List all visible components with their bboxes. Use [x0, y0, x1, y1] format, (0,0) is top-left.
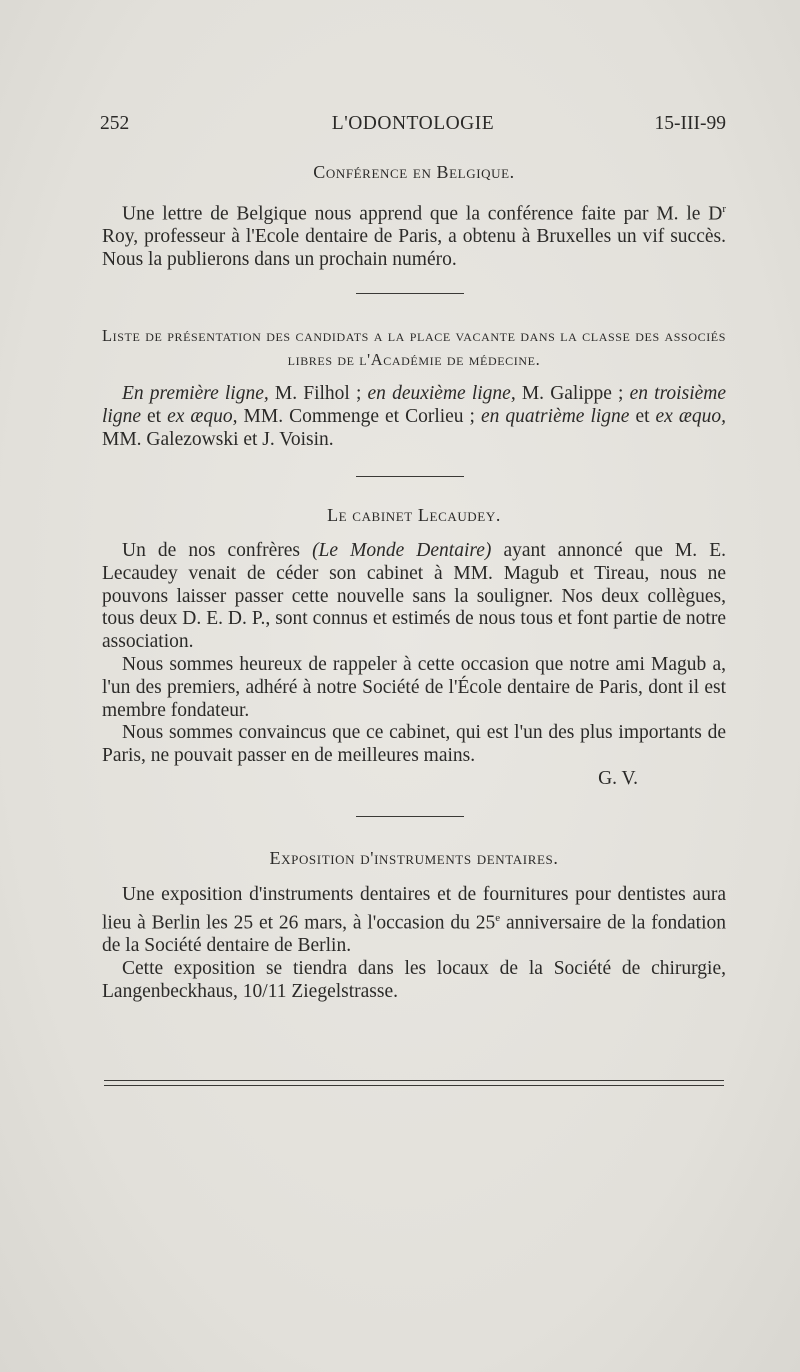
- superscript: r: [722, 203, 726, 215]
- end-double-rule-top: [104, 1080, 724, 1081]
- italic-run: En première ligne,: [122, 383, 269, 404]
- text-run: ayant annoncé que M. E. Lecaudey venait de céder son cabinet à MM. Magub et Tireau, nous ne pouvons laisser passer cette nouvelle sans la souligner. Nos deux collègues, tous deux D. E. D. P., sont connus et estimés de nous tous et font partie de notre association.: [102, 540, 726, 653]
- section-divider: [356, 293, 464, 294]
- text-run: Une lettre de Belgique nous apprend que la conférence faite par M. le D: [122, 203, 723, 225]
- section-body-exposition: [102, 884, 726, 1003]
- paragraph: Cette exposition se tiendra dans les locaux de la Société de chirurgie, Langenbeckhaus, 10/11 Ziegelstrasse.: [102, 957, 726, 1002]
- text-run: MM. Galezowski et J. Voisin.: [102, 428, 334, 450]
- italic-run: en quatrième ligne: [480, 405, 630, 427]
- paragraph: [102, 540, 726, 654]
- section-heading-academie: Liste de présentation des candidats a la place vacante dans la classe des associés libres de l'Académie de médecine.: [102, 326, 726, 369]
- running-header: [100, 113, 726, 139]
- text-run: M. Galippe ;: [515, 383, 630, 404]
- paragraph: [102, 884, 726, 958]
- superscript: e: [495, 911, 501, 924]
- section-body-lecaudey: [102, 540, 726, 791]
- section-body-belgique: [102, 198, 726, 272]
- text-run: M. Filhol ;: [268, 383, 368, 404]
- section-divider: [356, 476, 464, 477]
- end-double-rule-bottom: [104, 1085, 724, 1086]
- issue-date: 15-III-99: [654, 113, 726, 134]
- paragraph: [102, 198, 726, 272]
- paragraph: Nous sommes convaincus que ce cabinet, qui est l'un des plus importants de Paris, ne pouvait passer en de meilleures mains.: [102, 722, 726, 767]
- paragraph: Nous sommes heureux de rappeler à cette occasion que notre ami Magub a, l'un des premiers, adhéré à notre Société de l'École dentaire de Paris, dont il est membre fondateur.: [102, 653, 726, 721]
- text-run: et: [629, 405, 656, 427]
- section-heading-belgique: Conférence en Belgique.: [313, 162, 515, 182]
- italic-run: (Le Monde Dentaire): [312, 540, 492, 561]
- italic-run: ex æquo,: [167, 405, 238, 427]
- signature: G. V.: [598, 767, 638, 789]
- italic-run: en troisième ligne: [102, 383, 726, 427]
- paragraph: [102, 383, 726, 451]
- section-heading-exposition: Exposition d'instruments dentaires.: [269, 848, 559, 868]
- italic-run: ex æquo,: [655, 405, 726, 427]
- text-run: Une exposition d'instruments dentaires et de fournitures pour dentistes aura lieu à Berlin les 25 et 26 mars, à l'occasion du 25: [102, 884, 726, 934]
- page-number: 252: [100, 113, 130, 134]
- section-divider: [356, 816, 464, 817]
- text-run: anniversaire de la fondation de la Société dentaire de Berlin.: [102, 912, 726, 957]
- text-run: et: [141, 405, 168, 427]
- section-body-academie: [102, 383, 726, 451]
- text-run: MM. Commenge et Corlieu ;: [237, 405, 481, 427]
- section-heading-lecaudey: Le cabinet Lecaudey.: [327, 505, 501, 525]
- text-run: Un de nos confrères: [122, 540, 313, 561]
- italic-run: en deuxième ligne,: [367, 383, 516, 404]
- text-run: Roy, professeur à l'Ecole dentaire de Paris, a obtenu à Bruxelles un vif succès. Nous la publierons dans un prochain numéro.: [102, 226, 726, 271]
- journal-title: L'ODONTOLOGIE: [331, 113, 495, 134]
